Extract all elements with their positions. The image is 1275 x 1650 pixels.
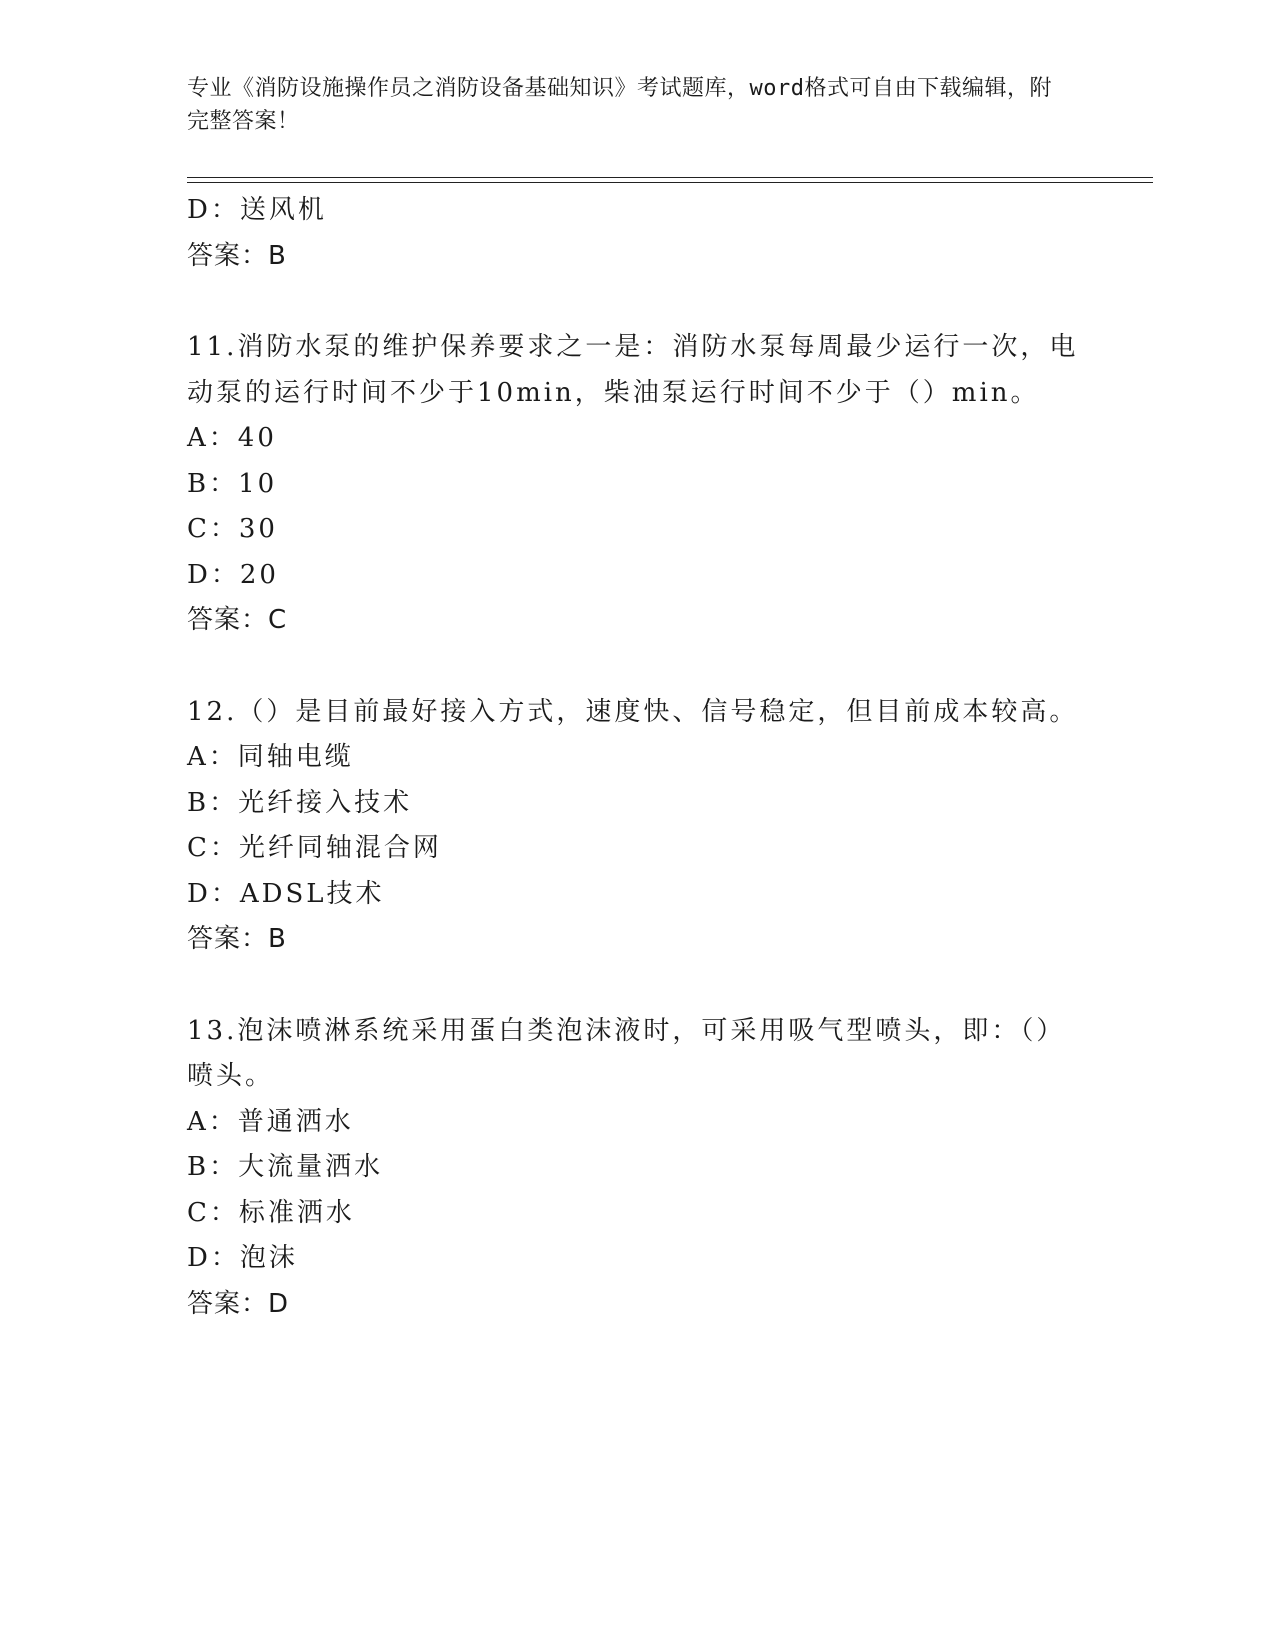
option-b: B：大流量洒水 (187, 1152, 384, 1182)
question-13 (187, 1009, 1087, 1328)
header-rule-top (187, 177, 1153, 178)
question-12 (187, 690, 1087, 963)
option-a: A：同轴电缆 (187, 742, 354, 772)
spacer (187, 644, 1087, 690)
question-list (187, 188, 1087, 1327)
page-header: 专业《消防设施操作员之消防设备基础知识》考试题库，word格式可自由下载编辑，附完整答案！ (187, 76, 1052, 134)
answer: 答案：B (187, 924, 287, 954)
option-a: A：40 (187, 423, 277, 453)
question-text: 12.（）是目前最好接入方式，速度快、信号稳定，但目前成本较高。 (187, 696, 1079, 727)
spacer (187, 963, 1087, 1009)
option-d: D：20 (187, 559, 279, 590)
prev-answer: 答案：B (187, 240, 287, 271)
option-c: C：标准洒水 (187, 1197, 355, 1228)
option-c: C：30 (187, 514, 278, 544)
option-b: B：光纤接入技术 (187, 787, 413, 818)
option-d: D：ADSL技术 (187, 878, 385, 909)
option-a: A：普通洒水 (187, 1106, 354, 1137)
question-text: 13.泡沫喷淋系统采用蛋白类泡沫液时，可采用吸气型喷头，即：（）喷头。 (187, 1015, 1066, 1091)
answer: 答案：D (187, 1288, 290, 1319)
answer: 答案：C (187, 605, 288, 635)
option-d: D：泡沫 (187, 1243, 298, 1273)
question-text: 11.消防水泵的维护保养要求之一是：消防水泵每周最少运行一次，电动泵的运行时间不少于10min，柴油泵运行时间不少于（）min。 (187, 332, 1079, 408)
question-11 (187, 325, 1087, 644)
prev-option-d: D：送风机 (187, 195, 327, 225)
spacer (187, 279, 1087, 325)
option-b: B：10 (187, 468, 278, 499)
option-c: C：光纤同轴混合网 (187, 833, 442, 863)
header-rule-bottom (187, 182, 1153, 183)
